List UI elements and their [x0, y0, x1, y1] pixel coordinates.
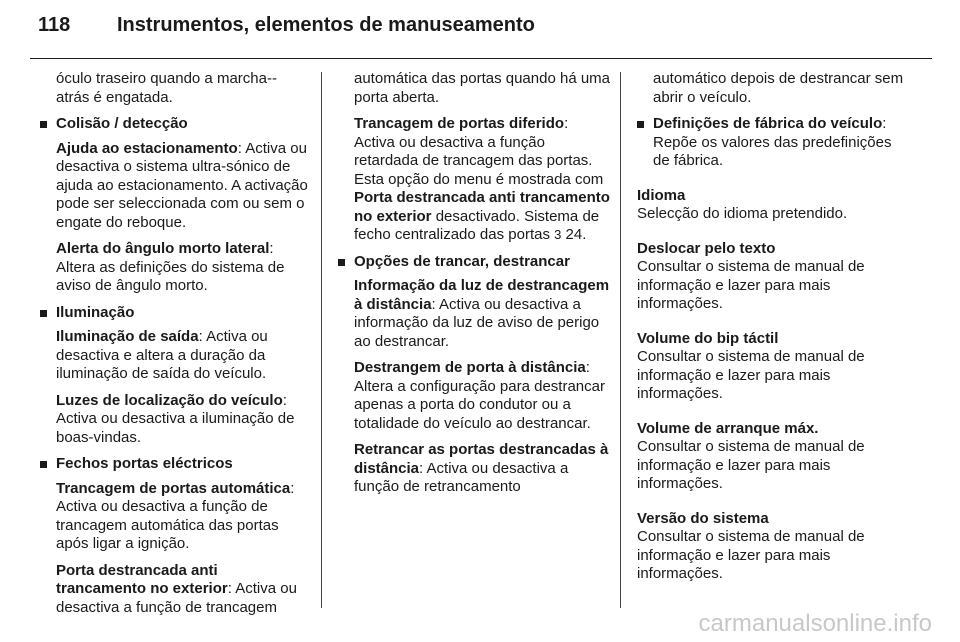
square-bullet-icon [338, 259, 345, 266]
square-bullet-icon [40, 310, 47, 317]
definition-desc: : Activa ou desactiva e altera a duração da iluminação de saída do veículo. [56, 328, 268, 382]
page-reference: 24. [561, 226, 587, 243]
setting-section [637, 187, 912, 224]
section-text: Consultar o sistema de manual de informação e lazer para mais informações. [637, 528, 865, 582]
definition-term: Trancagem de portas automática [56, 479, 291, 497]
section-text: Consultar o sistema de manual de informação e lazer para mais informações. [637, 348, 865, 402]
page-reference-icon: 3 [554, 227, 562, 242]
definition [40, 240, 310, 296]
definition-desc: : Activa ou desactiva a iluminação de boas-vindas. [56, 391, 295, 446]
definition-desc: desactivado. Sistema de fecho centralizado das portas [354, 207, 600, 243]
bold-reference: Porta destrancada anti trancamento no exterior [354, 189, 610, 225]
definition-term: Retrancar as portas destrancadas à distância [354, 441, 609, 477]
setting-section [637, 510, 912, 584]
definition-term: Trancagem de portas diferido [354, 115, 565, 132]
continued-text: automática das portas quando há uma porta aberta. [354, 70, 611, 106]
definition [40, 140, 310, 233]
setting-section [637, 420, 912, 494]
bullet-title: Fechos portas eléctricos [56, 455, 233, 472]
setting-section [637, 240, 912, 314]
header-rule [30, 58, 932, 59]
square-bullet-icon [40, 121, 47, 128]
bullet-item [637, 115, 912, 171]
bullet-title: Iluminação [56, 303, 135, 321]
section-title: Volume de arranque máx. [637, 419, 819, 437]
definition-desc: : Activa ou desactiva a função de retrancamento [354, 459, 569, 495]
section-text: Consultar o sistema de manual de informação e lazer para mais informações. [637, 258, 865, 312]
definition [338, 441, 610, 497]
definition [338, 359, 610, 433]
definition [338, 277, 610, 351]
continued-text: automático depois de destrancar sem abrir o veículo. [653, 70, 904, 106]
bullet-title: Definições de fábrica do veículo [653, 115, 883, 132]
column-divider [620, 72, 621, 608]
section-title: Idioma [637, 186, 686, 204]
section-text: Selecção do idioma pretendido. [637, 205, 848, 222]
bullet-item [40, 115, 310, 134]
definition-desc: : Altera a configuração para destrancar apenas a porta do condutor ou a totalidade do veículo ao destrancar. [354, 359, 605, 432]
bullet-title: Colisão / detecção [56, 115, 188, 132]
definition-term: Porta destrancada anti trancamento no exterior [56, 561, 228, 597]
definition [338, 115, 610, 245]
section-text: Consultar o sistema de manual de informação e lazer para mais informações. [637, 438, 865, 492]
column-3 [637, 70, 912, 600]
definition-desc: : Repõe os valores das predefinições de fábrica. [653, 115, 892, 169]
column-2 [338, 70, 610, 505]
definition-desc: : Activa ou desactiva a função de trancagem [56, 580, 297, 616]
section-title: Versão do sistema [637, 509, 769, 527]
bullet-item [40, 455, 310, 474]
chapter-title: Instrumentos, elementos de manuseamento [117, 14, 535, 36]
definition-term: Ajuda ao estacionamento [56, 139, 238, 157]
section-title: Deslocar pelo texto [637, 239, 776, 257]
definition-desc: : Activa ou desactiva o sistema ultra-sónico de ajuda ao estacionamento. A activação pode ser seleccionada com ou sem o engate do reboque. [56, 139, 308, 231]
section-title: Volume do bip táctil [637, 329, 779, 347]
definition [40, 562, 310, 618]
continued-text: óculo traseiro quando a marcha--atrás é engatada. [56, 70, 277, 106]
definition-term: Luzes de localização do veículo [56, 391, 283, 409]
square-bullet-icon [40, 461, 47, 468]
definition-desc: : Activa ou desactiva a informação da luz de aviso de perigo ao destrancar. [354, 295, 600, 350]
definition-term: Informação da luz de destrancagem à distância [354, 277, 610, 313]
definition [40, 328, 310, 384]
bullet-item [40, 304, 310, 323]
bullet-item [338, 253, 610, 272]
setting-section [637, 330, 912, 404]
definition-term: Alerta do ângulo morto lateral [56, 240, 270, 257]
definition-desc: : Activa ou desactiva a função retardada de trancagem das portas. Esta opção do menu é mostrada com [354, 115, 604, 188]
definition-term: Iluminação de saída [56, 328, 199, 345]
page-number: 118 [38, 14, 71, 36]
page-header [0, 0, 960, 62]
definition [40, 480, 310, 554]
watermark: carmanualsonline.info [698, 610, 932, 637]
column-1 [40, 70, 310, 625]
definition-desc: : Altera as definições do sistema de aviso de ângulo morto. [56, 240, 285, 294]
bullet-title: Opções de trancar, destrancar [354, 252, 570, 270]
definition-term: Destrangem de porta à distância [354, 359, 586, 376]
column-divider [321, 72, 322, 608]
definition [40, 392, 310, 448]
square-bullet-icon [637, 121, 644, 128]
definition-desc: : Activa ou desactiva a função de trancagem automática das portas após ligar a ignição. [56, 479, 295, 552]
